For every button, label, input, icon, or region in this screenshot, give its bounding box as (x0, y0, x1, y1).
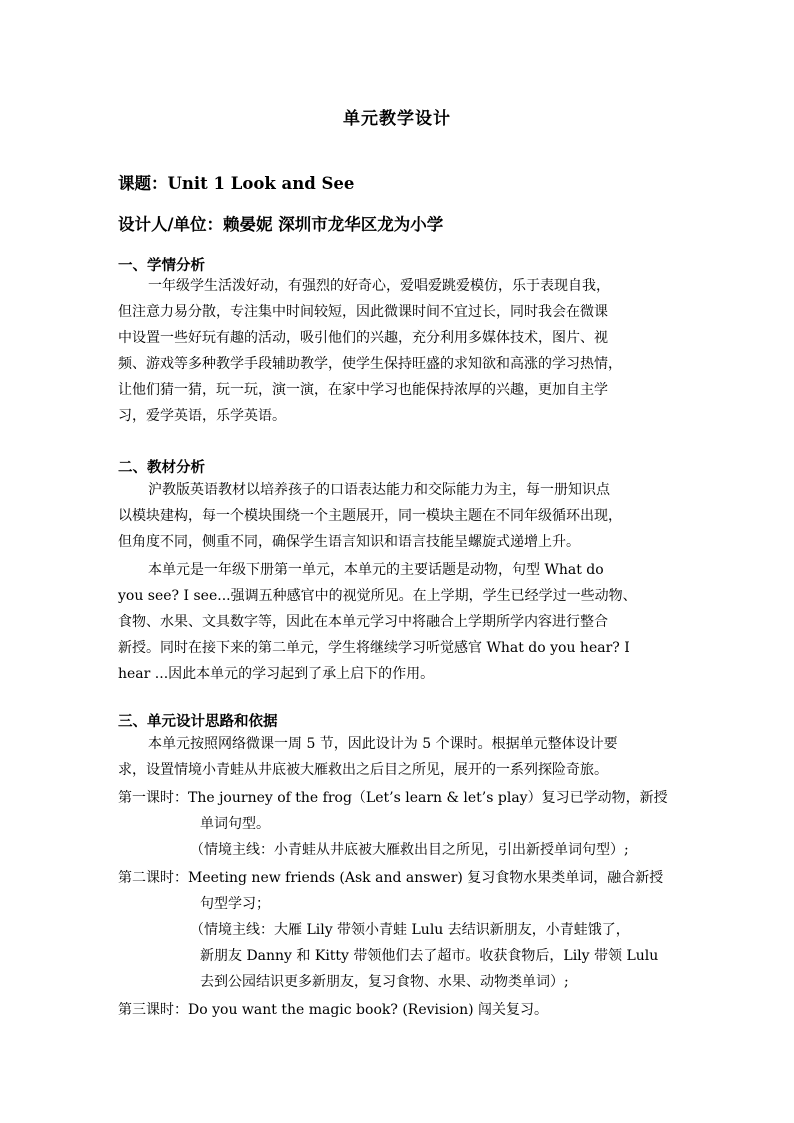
document-title: 单元教学设计 (343, 109, 451, 129)
section1-line: 一年级学生活泼好动，有强烈的好奇心，爱唱爱跳爱模仿，乐于表现自我， (148, 278, 610, 294)
topic-line: 课题：Unit 1 Look and See (118, 174, 355, 193)
section3-line: 第二课时：Meeting new friends (Ask and answer) 复习食物水果类单词，融合新授 (118, 870, 664, 886)
section3-line: 求，设置情境小青蛙从井底被大雁救出之后目之所见，展开的一系列探险奇旅。 (118, 762, 608, 778)
section1-heading: 一、学情分析 (118, 257, 205, 274)
section1-line: 频、游戏等多种教学手段辅助教学，使学生保持旺盛的求知欲和高涨的学习热情， (118, 356, 622, 372)
section2-line: 但角度不同，侧重不同，确保学生语言知识和语言技能呈螺旋式递增上升。 (118, 534, 580, 550)
section2-line: 新授。同时在接下来的第二单元，学生将继续学习听觉感官 What do you hear? I (118, 640, 630, 656)
section3-line: 第三课时：Do you want the magic book? (Revision) 闯关复习。 (118, 1002, 549, 1018)
section3-line: 第一课时：The journey of the frog（Let’s learn & let’s play）复习已学动物，新授 (118, 790, 668, 806)
section3-line: 新朋友 Danny 和 Kitty 带领他们去了超市。收获食物后，Lily 带领 Lulu (200, 948, 659, 964)
section2-line: 以模块建构，每一个模块围绕一个主题展开，同一模块主题在不同年级循环出现， (118, 508, 622, 524)
section2-line: hear ...因此本单元的学习起到了承上启下的作用。 (118, 666, 435, 682)
section3-line: 句型学习； (200, 896, 270, 912)
section3-line: 单词句型。 (200, 816, 270, 832)
section3-line: 本单元按照网络微课一周 5 节，因此设计为 5 个课时。根据单元整体设计要 (148, 736, 618, 752)
section2-line: 食物、水果、文具数字等，因此在本单元学习中将融合上学期所学内容进行整合 (118, 614, 608, 630)
section1-line: 中设置一些好玩有趣的活动，吸引他们的兴趣，充分利用多媒体技术，图片、视 (118, 330, 608, 346)
section3-line: 去到公园结识更多新朋友，复习食物、水果、动物类单词）; (200, 974, 569, 990)
designer-line: 设计人/单位：赖晏妮 深圳市龙华区龙为小学 (118, 215, 444, 234)
section1-line: 但注意力易分散，专注集中时间较短，因此微课时间不宜过长，同时我会在微课 (118, 304, 608, 320)
section1-line: 让他们猜一猜，玩一玩，演一演，在家中学习也能保持浓厚的兴趣，更加自主学 (118, 382, 608, 398)
section2-line: 沪教版英语教材以培养孩子的口语表达能力和交际能力为主，每一册知识点 (148, 482, 610, 498)
section3-line: （情境主线：大雁 Lily 带领小青蛙 Lulu 去结识新朋友，小青蛙饿了， (190, 922, 630, 938)
section3-heading: 三、单元设计思路和依据 (118, 713, 278, 730)
section2-line: you see? I see...强调五种感官中的视觉所见。在上学期，学生已经学过一些动物、 (118, 588, 637, 604)
section2-heading: 二、教材分析 (118, 459, 205, 476)
section3-line: （情境主线：小青蛙从井底被大雁救出目之所见，引出新授单词句型）; (190, 842, 629, 858)
section1-line: 习，爱学英语，乐学英语。 (118, 408, 286, 424)
section2-line: 本单元是一年级下册第一单元，本单元的主要话题是动物，句型 What do (148, 562, 604, 578)
